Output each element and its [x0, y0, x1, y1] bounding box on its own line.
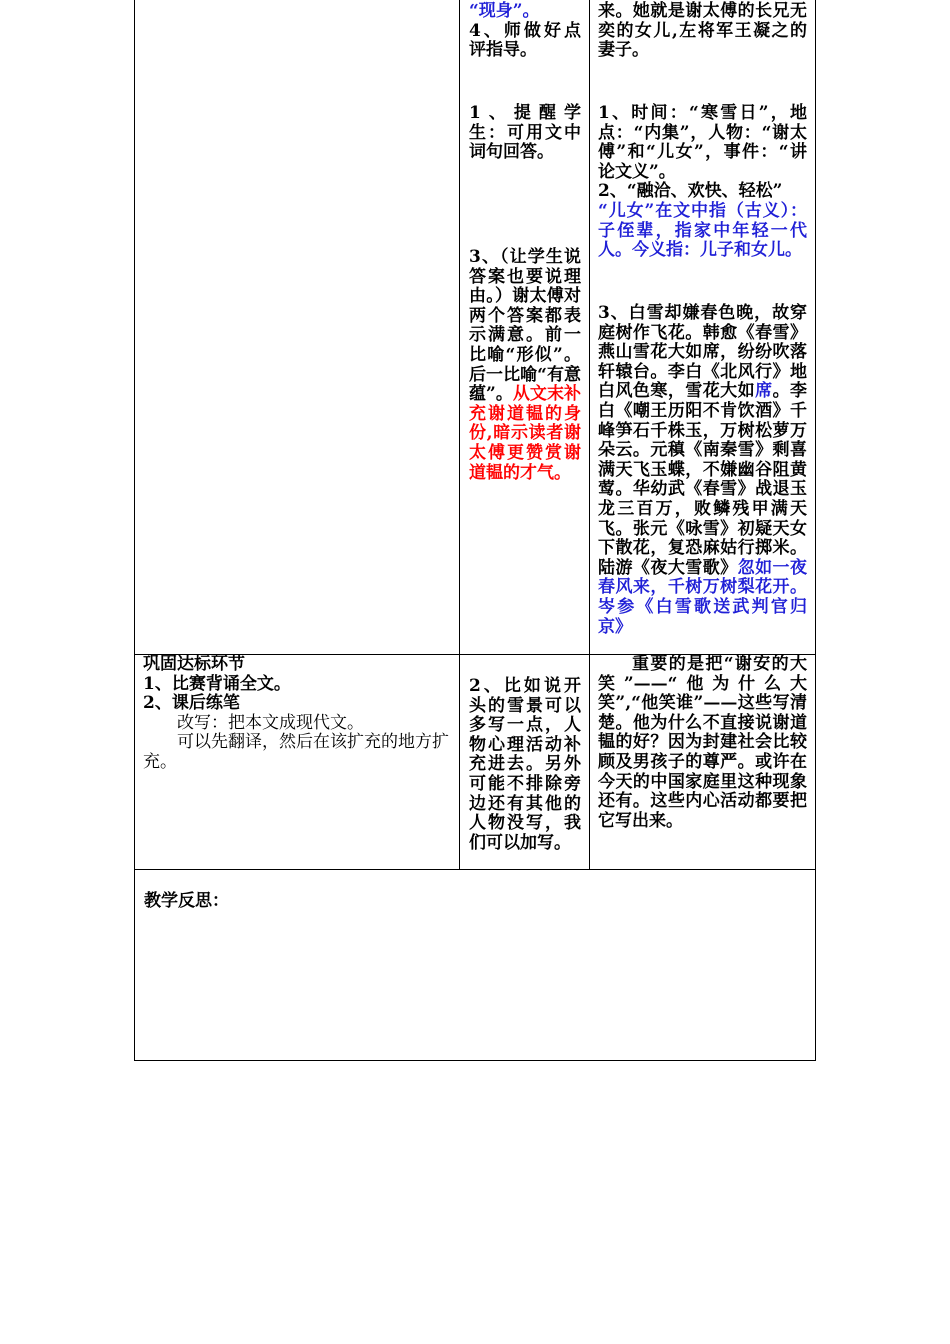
reflection-label: 教学反思： [144, 891, 229, 911]
column-divider-1 [459, 0, 460, 870]
row1-col3-poems [598, 304, 807, 637]
row2-col3 [598, 655, 807, 831]
practice-item-2: 2、课后练笔 [143, 693, 240, 714]
writing-focus: 重要的是把“谢安的大笑”——“他为什么大笑”,“他笑谁”——这些写清楚。他为什么不直接说谢道韫的好？因为封建社会比较顾及男孩子的尊严。或许在今天的中国家庭里这种现象还有。这些内心活动都要把它写出来。 [598, 654, 807, 831]
row1-col2-top [469, 2, 581, 61]
guidance-item-4: 4、师做好点评指导。 [469, 20, 581, 61]
answer-1: 1、时间：“寒雪日”，地点：“内集”，人物：“谢太傅”和“儿女”，事件：“讲论文义”。 [598, 103, 807, 182]
answer-2: 2、“融洽、欢快、轻松” [598, 181, 783, 202]
writing-guidance: 2、比如说开头的雪景可以多写一点，人物心理活动补充进去。另外可能不排除旁边还有其他的人物没写，我们可以加写。 [469, 676, 581, 853]
row-divider-2 [134, 869, 816, 870]
answer-3-part-1: 3、白雪却嫌春色晚，故穿庭树作飞花。韩愈《春雪》燕山雪花大如席，纷纷吹落轩辕台。李白《北风行》地白风色寒，雪花大如 [598, 303, 807, 402]
guidance-item-3: 3、（让学生说答案也要说理由。）谢太傅对两个答案都表示满意。前一比喻“形似”。后一比喻“有意蕴”。 [469, 247, 581, 405]
table-border-right [815, 0, 816, 1061]
background-text: 来。她就是谢太傅的长兄无奕的女儿,左将军王凝之的妻子。 [598, 1, 807, 61]
table-border-bottom [134, 1060, 816, 1061]
practice-item-2b: 可以先翻译，然后在该扩充的地方扩充。 [143, 732, 449, 772]
quote-xianshen: “现身”。 [469, 1, 540, 21]
guidance-hint-1: 1、提醒学生：可用文中词句回答。 [469, 103, 581, 163]
table-border-left [134, 0, 135, 1061]
answer-3-highlight-1: 席 [755, 381, 773, 402]
column-divider-2 [589, 0, 590, 870]
practice-item-2a: 改写：把本文成现代文。 [177, 712, 364, 733]
answer-3-highlight-2: 忽如一夜春风来，千树万树梨花开。岑参《白雪歌送武判官归京》 [598, 557, 808, 637]
row1-col2-hint [469, 104, 581, 163]
row3-reflection [144, 892, 444, 912]
row2-col2 [469, 677, 581, 853]
row2-col1 [143, 655, 449, 773]
row1-col2-item3 [469, 248, 581, 483]
answer-3-part-2: 。李白《嘲王历阳不肯饮酒》千峰笋石千株玉，万树松萝万朵云。元稹《南秦雪》剩喜满天飞玉蝶，不嫌幽谷阻黄莺。华幼武《春雪》战退玉龙三百万，败鳞残甲满天飞。张元《咏雪》初疑天女下散花，复恐麻姑行掷米。陆游《夜大雪歌》 [598, 381, 808, 578]
answer-2-note: “儿女”在文中指（古义）：子侄辈，指家中年轻一代人。今义指：儿子和女儿。 [598, 200, 807, 261]
guidance-item-3-highlight: 从文末补充谢道韫的身份,暗示读者谢太傅更赞赏谢道韫的才气。 [469, 384, 581, 483]
row1-col3-top [598, 2, 807, 61]
practice-item-1: 1、比赛背诵全文。 [143, 673, 291, 694]
row1-col3-answers [598, 104, 807, 261]
section-title: 巩固达标环节 [143, 654, 245, 674]
